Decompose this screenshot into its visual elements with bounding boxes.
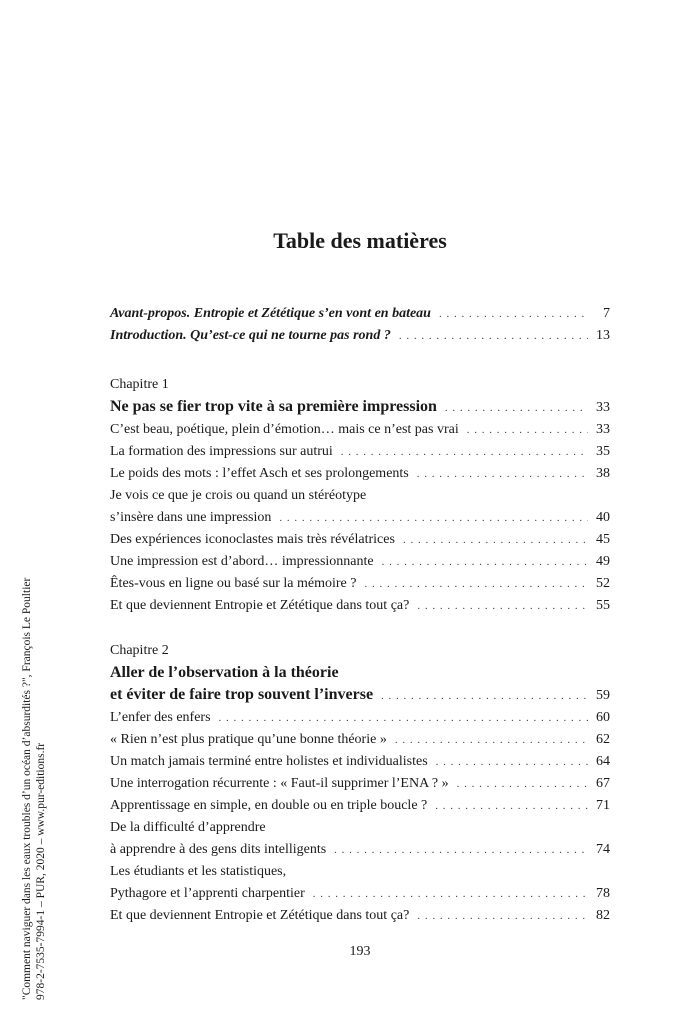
- toc-entry-title: « Rien n’est plus pratique qu’une bonne théorie »: [110, 732, 387, 747]
- leader-dots: [417, 905, 588, 927]
- leader-dots: [219, 707, 588, 729]
- toc-entry-title: Une interrogation récurrente : « Faut-il supprimer l’ENA ? »: [110, 776, 449, 791]
- leader-dots: [334, 839, 588, 861]
- toc-entry-page: 7: [603, 306, 610, 321]
- leader-dots: [445, 397, 588, 419]
- leader-dots: [417, 463, 588, 485]
- leader-dots: [382, 551, 588, 573]
- toc-entry-title: L’enfer des enfers: [110, 710, 211, 725]
- page-number: 193: [349, 944, 371, 959]
- leader-dots: [381, 685, 588, 707]
- toc-chapter-2-title[interactable]: [110, 684, 610, 707]
- toc-entry-page: 67: [596, 776, 610, 791]
- toc-entry[interactable]: [110, 419, 610, 441]
- chapter-label: Chapitre 1: [110, 377, 169, 392]
- leader-dots: [436, 751, 588, 773]
- toc-entry[interactable]: [110, 551, 610, 573]
- toc-entry-page: 78: [596, 886, 610, 901]
- side-note-line-2: 978-2-7535-7994-1 – PUR, 2020 – www.pur-editions.fr: [35, 742, 47, 1000]
- toc-entry[interactable]: [110, 595, 610, 617]
- table-of-contents: [110, 303, 610, 927]
- toc-entry-title-line: Je vois ce que je crois ou quand un stéréotype: [110, 488, 367, 503]
- toc-entry-title: Et que deviennent Entropie et Zététique dans tout ça?: [110, 908, 410, 923]
- side-note-line-1: "Comment naviguer dans les eaux troubles d’un océan d’absurdités ?", François Le Poultier: [21, 577, 33, 1000]
- toc-entry-page: 49: [596, 554, 610, 569]
- leader-dots: [395, 729, 588, 751]
- toc-entry-page: 35: [596, 444, 610, 459]
- toc-entry-title: Introduction. Qu’est-ce qui ne tourne pas rond ?: [110, 328, 391, 343]
- toc-entry-title: Êtes-vous en ligne ou basé sur la mémoire ?: [110, 576, 357, 591]
- toc-entry-title: Des expériences iconoclastes mais très révélatrices: [110, 532, 395, 547]
- leader-dots: [467, 419, 588, 441]
- toc-entry[interactable]: [110, 729, 610, 751]
- toc-entry-page: 45: [596, 532, 610, 547]
- toc-entry[interactable]: [110, 507, 610, 529]
- toc-entry[interactable]: [110, 529, 610, 551]
- toc-entry-page: 74: [596, 842, 610, 857]
- toc-entry-page: 13: [596, 328, 610, 343]
- toc-entry-title: Pythagore et l’apprenti charpentier: [110, 886, 305, 901]
- toc-entry-page: 64: [596, 754, 610, 769]
- toc-entry-page: 59: [596, 688, 610, 703]
- toc-entry[interactable]: [110, 707, 610, 729]
- toc-entry-page: 33: [596, 422, 610, 437]
- toc-entry-title: Un match jamais terminé entre holistes et individualistes: [110, 754, 428, 769]
- toc-entry-title: C’est beau, poétique, plein d’émotion… mais ce n’est pas vrai: [110, 422, 459, 437]
- toc-entry-title: Une impression est d’abord… impressionnante: [110, 554, 374, 569]
- toc-chapter-1-title[interactable]: [110, 396, 610, 419]
- leader-dots: [399, 325, 588, 347]
- toc-entry-title: à apprendre à des gens dits intelligents: [110, 842, 327, 857]
- toc-entry-title: et éviter de faire trop souvent l’inverse: [110, 686, 374, 703]
- leader-dots: [417, 595, 588, 617]
- side-copyright-note: [20, 460, 48, 1000]
- toc-entry[interactable]: [110, 441, 610, 463]
- toc-entry-page: 33: [596, 400, 610, 415]
- toc-entry-introduction[interactable]: [110, 325, 610, 347]
- toc-entry-page: 71: [596, 798, 610, 813]
- toc-entry-page: 82: [596, 908, 610, 923]
- toc-entry-page: 55: [596, 598, 610, 613]
- toc-entry-page: 62: [596, 732, 610, 747]
- toc-entry-title-line: Les étudiants et les statistiques,: [110, 864, 287, 879]
- toc-entry[interactable]: [110, 751, 610, 773]
- leader-dots: [439, 303, 588, 325]
- toc-entry-page: 40: [596, 510, 610, 525]
- toc-entry-title: Le poids des mots : l’effet Asch et ses prolongements: [110, 466, 409, 481]
- toc-entry[interactable]: [110, 839, 610, 861]
- toc-entry-title-line: De la difficulté d’apprendre: [110, 820, 266, 835]
- leader-dots: [435, 795, 588, 817]
- chapter-label: Chapitre 2: [110, 643, 169, 658]
- toc-entry-avant-propos[interactable]: [110, 303, 610, 325]
- toc-entry-page: 38: [596, 466, 610, 481]
- toc-chapter-2-title-line: Aller de l’observation à la théorie: [110, 664, 339, 681]
- leader-dots: [403, 529, 588, 551]
- toc-entry-title: Avant-propos. Entropie et Zététique s’en vont en bateau: [110, 306, 431, 321]
- toc-entry-title: Ne pas se fier trop vite à sa première impression: [110, 398, 437, 415]
- toc-entry[interactable]: [110, 573, 610, 595]
- leader-dots: [457, 773, 588, 795]
- toc-entry-title: Et que deviennent Entropie et Zététique dans tout ça?: [110, 598, 410, 613]
- toc-entry-page: 60: [596, 710, 610, 725]
- leader-dots: [341, 441, 588, 463]
- toc-entry-title: s’insère dans une impression: [110, 510, 272, 525]
- toc-entry[interactable]: [110, 905, 610, 927]
- toc-entry[interactable]: [110, 773, 610, 795]
- page-title: Table des matières: [273, 228, 447, 253]
- toc-entry[interactable]: [110, 463, 610, 485]
- leader-dots: [279, 507, 588, 529]
- toc-entry[interactable]: [110, 795, 610, 817]
- toc-entry-title: Apprentissage en simple, en double ou en triple boucle ?: [110, 798, 428, 813]
- leader-dots: [364, 573, 588, 595]
- toc-entry-page: 52: [596, 576, 610, 591]
- toc-entry-title: La formation des impressions sur autrui: [110, 444, 333, 459]
- toc-entry[interactable]: [110, 883, 610, 905]
- leader-dots: [313, 883, 588, 905]
